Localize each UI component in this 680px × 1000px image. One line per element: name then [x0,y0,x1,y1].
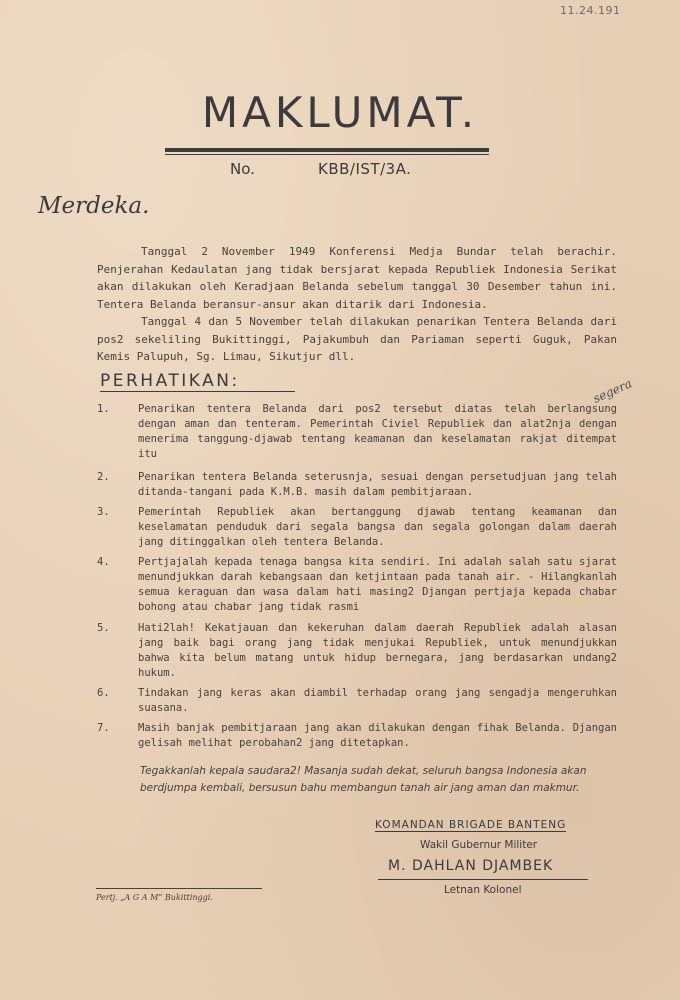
list-item-number: 3. [97,506,110,518]
list-item-number: 1. [97,403,110,415]
list-item [97,470,617,500]
intro-paragraph: Tanggal 4 dan 5 November telah dilakukan penarikan Tentera Belanda dari pos2 sekeliling Bukittinggi, Pajakumbuh dan Pariaman seperti Guguk, Pakan Kemis Palupuh, Sg. Limau, Sikutjur dll. [97,315,617,363]
section-heading-underline [100,391,295,392]
list-item-text: Penarikan tentera Belanda dari pos2 tersebut diatas telah berlangsung dengan aman dan tenteram. Pemerintah Civiel Republiek dan alat2nja dengan menerima tanggung-djawab tentang keamanan dan keselamatan rakjat ditempat itu [138,403,617,460]
greeting: Merdeka. [38,193,150,219]
list-item [97,402,617,462]
signature-name: M. DAHLAN DJAMBEK [388,858,554,874]
list-item [97,686,617,716]
list-item-number: 5. [97,622,110,634]
list-item-text: Hati2lah! Kekatjauan dan kekeruhan dalam daerah Republiek adalah alasan jang baik bagi orang jang tidak menjukai Republiek, untuk menundjukkan bahwa kita belum matang untuk hidup bernegara, jang berdasarkan undang2 hukum. [138,622,617,679]
number-label: No. [230,160,255,178]
signature-name-underline [378,879,588,880]
list-item [97,621,617,681]
archive-date-stamp: 11.24.191 [560,4,621,17]
printer-credit: Pertj. „A G A M” Bukittinggi. [96,893,213,902]
list-item-text: Tindakan jang keras akan diambil terhadap orang jang sengadja mengeruhkan suasana. [138,687,617,714]
signature-command: KOMANDAN BRIGADE BANTENG [375,819,567,831]
intro-paragraph: Tanggal 2 November 1949 Konferensi Medja Bundar telah berachir. Penjerahan Kedaulatan jang tidak bersjarat kepada Republiek Indonesia Serikat akan dilakukan oleh Keradjaan Belanda sebelum tanggal 30 Desember tahun ini. Tentera Belanda beransur-ansur akan ditarik dari Indonesia. [97,245,617,311]
document-title: MAKLUMAT. [201,88,479,137]
closing-statement: Tegakkanlah kepala saudara2! Masanja sudah dekat, seluruh bangsa Indonesia akan berdjumpa kembali, bersusun bahu membangun tanah air jang aman dan makmur. [140,765,587,794]
notice-list [97,402,617,758]
list-item-text: Pertjajalah kepada tenaga bangsa kita sendiri. Ini adalah salah satu sjarat menundjukkan darah kebangsaan dan ketjintaan pada tanah air. - Hilangkanlah semua keraguan dan wasa dalam hati masing2 Djangan pertjaja kepada chabar bohong atau chabar jang tidak rasmi [138,556,617,613]
list-item-number: 4. [97,556,110,568]
number-value: KBB/IST/3A. [318,160,412,178]
list-item [97,721,617,751]
signature-rank: Letnan Kolonel [444,884,522,896]
section-heading: PERHATIKAN: [100,371,240,391]
list-item [97,555,617,615]
signature-role: Wakil Gubernur Militer [420,839,538,851]
list-item-number: 2. [97,471,110,483]
list-item-number: 6. [97,687,110,699]
printer-rule [96,888,262,889]
title-underline-thin [165,154,489,155]
list-item-number: 7. [97,722,110,734]
title-underline-thick [165,148,489,152]
list-item [97,505,617,550]
list-item-text: Masih banjak pembitjaraan jang akan dilakukan dengan fihak Belanda. Djangan gelisah melihat perobahan2 jang ditetapkan. [138,722,617,749]
handwritten-annotation: segera [590,376,635,406]
intro-text [97,243,617,366]
list-item-text: Pemerintah Republiek akan bertanggung djawab tentang keamanan dan keselamatan penduduk dari segala bangsa dan segala golongan dalam daerah jang ditinggalkan oleh tentera Belanda. [138,506,617,548]
list-item-text: Penarikan tentera Belanda seterusnja, sesuai dengan persetudjuan jang telah ditanda-tangani pada K.M.B. masih dalam pembitjaraan. [138,471,617,498]
